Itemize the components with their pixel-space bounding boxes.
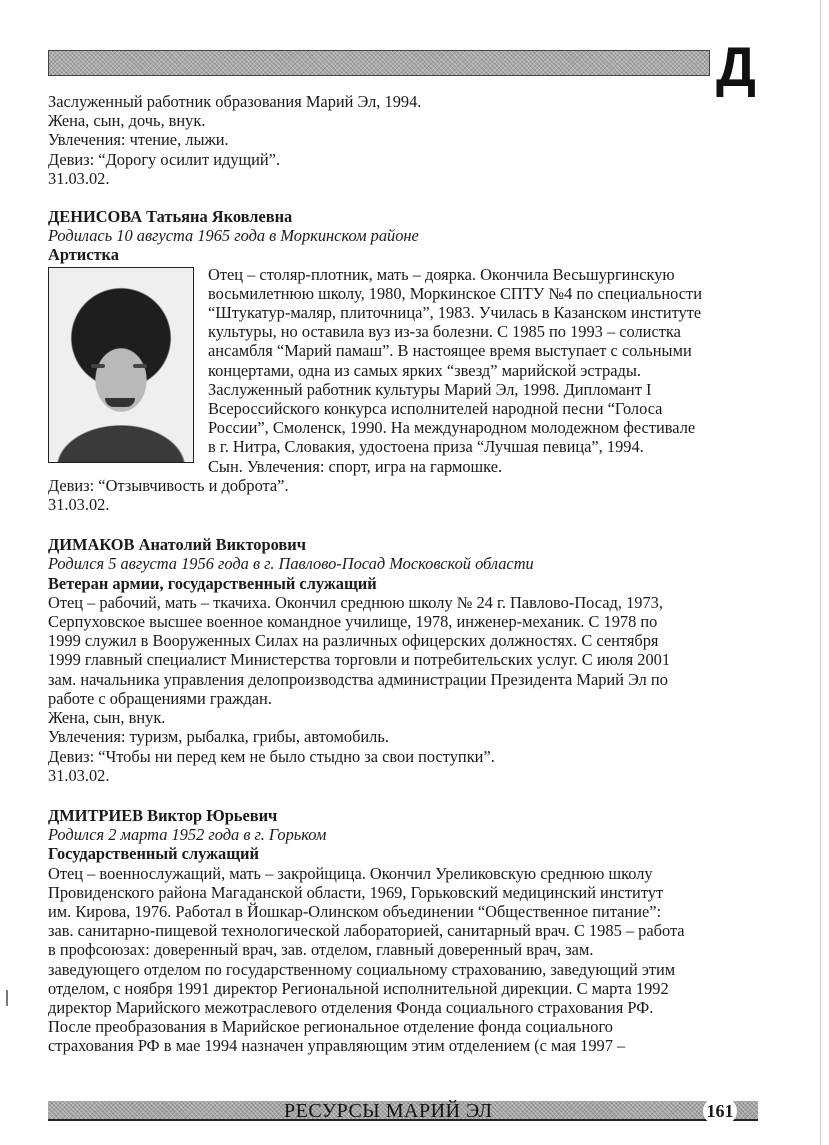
header-decorative-bar [48, 50, 710, 76]
continuation-block [48, 92, 768, 188]
photo-detail [91, 364, 105, 368]
bio-text [48, 593, 768, 785]
biography-entry [48, 806, 768, 1056]
text-line: ансамбля “Марий памаш”. В настоящее время выступает с сольными [208, 341, 692, 361]
text-line: 1999 главный специалист Министерства торговли и потребительских услуг. С июля 2001 [48, 650, 671, 670]
surname: ДИМАКОВ [48, 535, 135, 555]
text-line: Всероссийского конкурса исполнителей народной песни “Голоса [208, 399, 663, 419]
bio-text [48, 864, 768, 1056]
given-names: Татьяна Яковлевна [146, 207, 293, 227]
text-line: Серпуховское высшее военное командное училище, 1978, инженер-механик. С 1978 по [48, 612, 658, 632]
occupation: Артистка [48, 245, 119, 265]
biography-entry [48, 535, 768, 785]
text-line: концертами, одна из самых ярких “звезд” марийской эстрады. [208, 360, 641, 380]
text-line: восьмилетнюю школу, 1980, Моркинское СПТУ №4 по специальности [208, 283, 702, 303]
page-content [48, 92, 768, 1056]
text-line: зав. санитарно-пищевой технологической лабораторией, санитарный врач. С 1985 – работа [48, 921, 685, 941]
person-name [48, 535, 768, 554]
text-line: Отец – военнослужащий, мать – закройщица. Окончил Уреликовскую среднюю школу [48, 863, 653, 883]
text-line: “Штукатур-маляр, плиточница”, 1983. Училась в Казанском институте [208, 303, 702, 323]
text-line: в профсоюзах: доверенный врач, зав. отделом, главный доверенный врач, зам. [48, 940, 594, 960]
footer-title: РЕСУРСЫ МАРИЙ ЭЛ [284, 1100, 493, 1122]
text-line: Провиденского района Магаданской области, 1969, Горьковский медицинский институт [48, 882, 664, 902]
motto: Девиз: “Отзывчивость и доброта”. [48, 475, 289, 495]
text-line: Отец – столяр-плотник, мать – доярка. Окончила Весьшургинскую [208, 264, 675, 284]
entry-date: 31.03.02. [48, 765, 110, 785]
text-line: Жена, сын, дочь, внук. [48, 111, 206, 131]
scan-mark [6, 990, 8, 1006]
text-line: работе с обращениями граждан. [48, 688, 272, 708]
person-name [48, 207, 768, 226]
text-line: директор Марийского межотраслевого отделения Фонда социального страхования РФ. [48, 997, 654, 1017]
text-line: отделом, с ноября 1991 директор Региональной исполнительной дирекции. С марта 1992 [48, 978, 669, 998]
given-names: Анатолий Викторович [138, 535, 306, 555]
surname: ДЕНИСОВА [48, 207, 143, 227]
portrait-photo [48, 267, 194, 463]
text-line: зам. начальника управления делопроизводства администрации Президента Марий Эл по [48, 669, 668, 689]
given-names: Виктор Юрьевич [147, 805, 278, 825]
text-line: заведующего отделом по государственному социальному страхованию, заведующий этим [48, 959, 676, 979]
page-edge-line [820, 0, 821, 1145]
biography-entry [48, 207, 768, 514]
text-line: 31.03.02. [48, 168, 110, 188]
text-line: Заслуженный работник культуры Марий Эл, 1998. Дипломант I [208, 379, 652, 399]
person-name [48, 806, 768, 825]
motto: Девиз: “Чтобы ни перед кем не было стыдно за свои поступки”. [48, 746, 495, 766]
birth-info: Родился 2 марта 1952 года в г. Горьком [48, 825, 327, 845]
text-line: страхования РФ в мае 1994 назначен управляющим этим отделением (с мая 1997 – [48, 1036, 626, 1056]
text-line: Сын. Увлечения: спорт, игра на гармошке. [208, 456, 503, 476]
text-line: Увлечения: туризм, рыбалка, грибы, автомобиль. [48, 727, 389, 747]
bio-with-photo [48, 265, 768, 476]
text-line: в г. Нитра, Словакия, удостоена приза “Лучшая певица”, 1994. [208, 437, 644, 457]
photo-detail [133, 364, 147, 368]
text-line: Увлечения: чтение, лыжи. [48, 130, 229, 150]
text-line: им. Кирова, 1976. Работал в Йошкар-Олинском объединении “Общественное питание”: [48, 901, 662, 921]
text-line: Заслуженный работник образования Марий Эл, 1994. [48, 92, 422, 111]
surname: ДМИТРИЕВ [48, 805, 144, 825]
birth-info: Родилась 10 августа 1965 года в Моркинском районе [48, 226, 419, 246]
text-line: 1999 служил в Вооруженных Силах на различных офицерских должностях. С сентября [48, 631, 659, 651]
section-letter: Д [716, 35, 756, 98]
text-line: Отец – рабочий, мать – ткачиха. Окончил среднюю школу № 24 г. Павлово-Посад, 1973, [48, 592, 663, 612]
occupation: Государственный служащий [48, 844, 259, 864]
entry-date: 31.03.02. [48, 495, 110, 515]
bio-text [208, 265, 702, 476]
occupation: Ветеран армии, государственный служащий [48, 573, 377, 593]
text-line: России”, Смоленск, 1990. На международном молодежном фестивале [208, 418, 696, 438]
text-line: Жена, сын, внук. [48, 708, 166, 728]
photo-detail [105, 398, 135, 407]
text-line: Девиз: “Дорогу осилит идущий”. [48, 149, 281, 169]
birth-info: Родился 5 августа 1956 года в г. Павлово-Посад Московской области [48, 554, 534, 574]
text-line: После преобразования в Марийское региональное отделение фонда социального [48, 1017, 613, 1037]
page-number: 161 [703, 1096, 737, 1126]
text-line: культуры, но оставила вуз из-за болезни. С 1985 по 1993 – солистка [208, 322, 681, 342]
